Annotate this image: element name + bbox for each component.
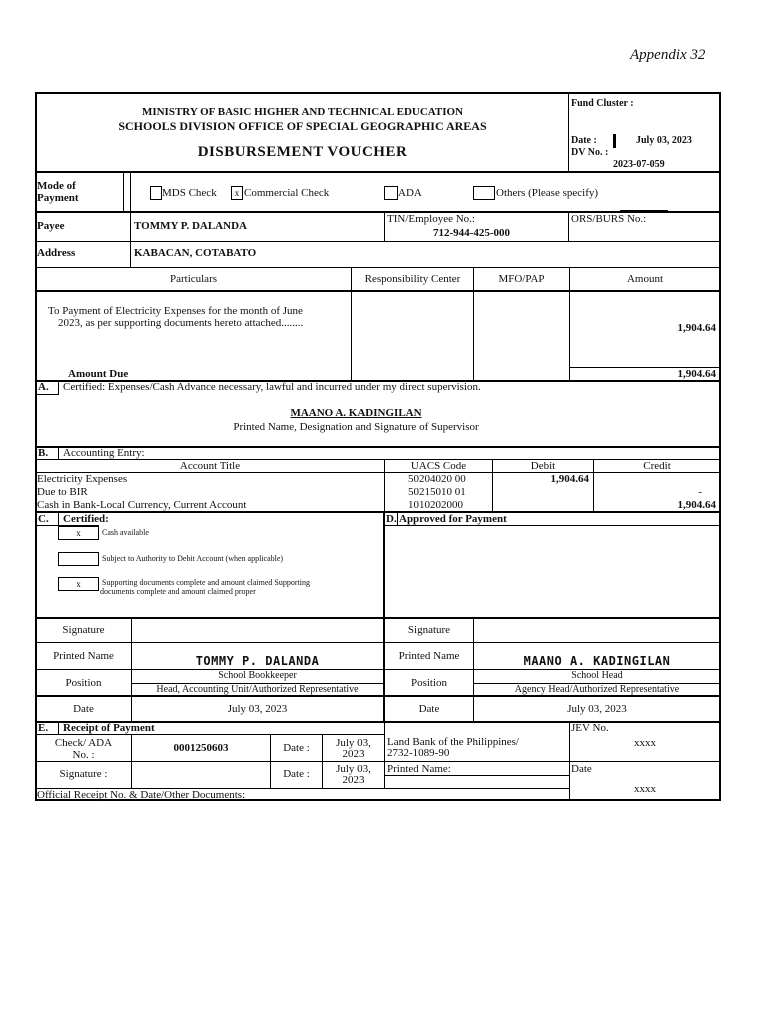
rule xyxy=(35,642,721,643)
jev-label: JEV No. xyxy=(571,722,609,734)
d-date-label: Date xyxy=(418,703,440,715)
d-position-line1: School Head xyxy=(571,670,623,681)
authority-debit-text: Subject to Authority to Debit Account (when applicable) xyxy=(102,554,284,563)
supporting-docs-text-1: Supporting documents complete and amount claimed Supporting xyxy=(102,578,310,587)
d-position-line2: Agency Head/Authorized Representative xyxy=(514,684,680,695)
rule xyxy=(35,511,721,513)
receipt-signature-label: Signature : xyxy=(59,768,108,780)
amount-due-label: Amount Due xyxy=(68,368,129,380)
rule xyxy=(35,761,721,762)
cash-available-checkbox[interactable]: x xyxy=(58,526,99,540)
c-position-line1: School Bookkeeper xyxy=(218,670,297,681)
entry-1-title: Electricity Expenses xyxy=(37,473,128,485)
rule xyxy=(58,513,59,525)
rule xyxy=(58,722,59,734)
rule xyxy=(123,172,124,212)
header-divider xyxy=(568,92,569,172)
entry-1-code: 50204020 00 xyxy=(408,473,466,485)
responsibility-center-header: Responsibility Center xyxy=(364,273,461,285)
c-printed-name: TOMMY P. DALANDA xyxy=(195,654,320,668)
rule xyxy=(397,513,398,525)
accounting-entry-label: Accounting Entry: xyxy=(63,447,145,459)
rule xyxy=(35,617,721,619)
particulars-amount: 1,904.64 xyxy=(677,322,716,334)
rule xyxy=(473,268,474,382)
section-a-letter: A. xyxy=(38,381,49,393)
authority-debit-checkbox[interactable] xyxy=(58,552,99,566)
ada-checkbox[interactable] xyxy=(384,186,398,200)
date2-value: xxxx xyxy=(634,783,656,795)
rule xyxy=(351,268,352,382)
check-date-line2: 2023 xyxy=(342,748,365,760)
account-title-header: Account Title xyxy=(179,460,241,472)
check-date-label: Date : xyxy=(283,742,310,754)
rule xyxy=(384,525,721,526)
uacs-code-header: UACS Code xyxy=(410,460,467,472)
d-printed-name-label: Printed Name xyxy=(398,650,460,662)
ors-burs-label: ORS/BURS No.: xyxy=(571,213,647,225)
c-printed-name-label: Printed Name xyxy=(53,650,114,662)
c-signature-label: Signature xyxy=(62,624,105,636)
fund-cluster-label: Fund Cluster : xyxy=(571,98,634,109)
receipt-date-label: Date : xyxy=(283,768,310,780)
d-date-value: July 03, 2023 xyxy=(567,703,627,715)
approved-for-payment-label: Approved for Payment xyxy=(399,513,507,525)
entry-2-title: Due to BIR xyxy=(37,486,88,498)
entry-3-title: Cash in Bank-Local Currency, Current Account xyxy=(37,499,247,511)
rule xyxy=(384,775,569,776)
entry-1-debit: 1,904.64 xyxy=(550,473,589,485)
receipt-date-line2: 2023 xyxy=(342,774,365,786)
form-title: DISBURSEMENT VOUCHER xyxy=(197,144,408,160)
rule xyxy=(35,290,721,292)
ada-label: ADA xyxy=(398,187,422,199)
section-a-certification: Certified: Expenses/Cash Advance necessary, lawful and incurred under my direct supervision. xyxy=(63,381,481,393)
amount-header: Amount xyxy=(626,273,664,285)
rule xyxy=(35,459,721,460)
c-position-line2: Head, Accounting Unit/Authorized Representative xyxy=(156,684,359,695)
rule xyxy=(35,171,721,173)
rule xyxy=(35,472,721,473)
rule xyxy=(130,172,131,212)
rule xyxy=(35,241,721,242)
mfo-pap-header: MFO/PAP xyxy=(498,273,545,285)
particulars-header: Particulars xyxy=(169,273,218,285)
jev-value: xxxx xyxy=(634,737,656,749)
supervisor-caption: Printed Name, Designation and Signature of Supervisor xyxy=(233,421,479,433)
mds-check-label: MDS Check xyxy=(162,187,217,199)
section-b-letter: B. xyxy=(38,447,49,459)
address-label: Address xyxy=(37,247,76,259)
check-ada-label-1: Check/ ADA xyxy=(54,737,113,749)
section-e-letter: E. xyxy=(38,722,49,734)
appendix-label: Appendix 32 xyxy=(630,47,706,63)
entry-2-credit: - xyxy=(698,486,702,498)
cash-available-text: Cash available xyxy=(102,528,149,537)
d-printed-name: MAANO A. KADINGILAN xyxy=(523,654,671,668)
others-label: Others (Please specify) xyxy=(496,187,599,199)
supervisor-name: MAANO A. KADINGILAN xyxy=(290,407,422,419)
rule xyxy=(384,722,385,788)
rule xyxy=(384,212,385,242)
office-title: SCHOOLS DIVISION OFFICE OF SPECIAL GEOGRAPHIC AREAS xyxy=(118,119,487,133)
rule xyxy=(35,734,385,735)
mode-label-1: Mode of xyxy=(37,180,76,192)
supporting-docs-text-2: documents complete and amount claimed proper xyxy=(100,587,256,596)
payee-label: Payee xyxy=(37,220,65,232)
particulars-text-line2: 2023, as per supporting documents hereto attached........ xyxy=(58,317,304,329)
mode-label-2: Payment xyxy=(37,192,79,204)
entry-2-code: 50215010 01 xyxy=(408,486,466,498)
debit-header: Debit xyxy=(530,460,556,472)
receipt-date-line1: July 03, xyxy=(336,763,371,775)
payee-name: TOMMY P. DALANDA xyxy=(134,220,247,232)
others-checkbox[interactable] xyxy=(473,186,495,200)
check-ada-label-2: No. : xyxy=(72,749,95,761)
entry-3-credit: 1,904.64 xyxy=(677,499,716,511)
dv-no-value: 2023-07-059 xyxy=(613,159,665,170)
section-c-letter: C. xyxy=(38,513,49,525)
rule xyxy=(35,267,721,268)
address-value: KABACAN, COTABATO xyxy=(134,247,257,259)
receipt-of-payment-label: Receipt of Payment xyxy=(63,722,155,734)
particulars-text-line1: To Payment of Electricity Expenses for the month of June xyxy=(48,305,303,317)
c-position-label: Position xyxy=(65,677,102,689)
check-date-line1: July 03, xyxy=(336,737,371,749)
section-d-letter: D. xyxy=(386,513,397,525)
rule xyxy=(568,212,569,242)
rule xyxy=(58,447,59,459)
official-receipt-label: Official Receipt No. & Date/Other Documents: xyxy=(37,789,246,801)
date2-label: Date xyxy=(571,763,592,775)
ministry-title: MINISTRY OF BASIC HIGHER AND TECHNICAL EDUCATION xyxy=(141,106,464,118)
date-cursor-mark xyxy=(613,134,616,148)
mds-check-checkbox[interactable] xyxy=(150,186,162,200)
c-date-label: Date xyxy=(73,703,94,715)
check-number: 0001250603 xyxy=(173,742,229,754)
tin-label: TIN/Employee No.: xyxy=(387,213,475,225)
rule xyxy=(35,394,59,395)
d-position-label: Position xyxy=(410,677,448,689)
voucher-date: July 03, 2023 xyxy=(636,135,692,146)
amount-due-value: 1,904.64 xyxy=(677,368,716,380)
dv-no-label: DV No. : xyxy=(571,147,609,158)
section-c-certified: Certified: xyxy=(63,513,109,525)
commercial-check-checkbox[interactable]: x xyxy=(231,186,243,200)
supporting-docs-checkbox[interactable]: x xyxy=(58,577,99,591)
date-label: Date : xyxy=(571,135,597,146)
rule xyxy=(35,695,721,697)
commercial-check-label: Commercial Check xyxy=(244,187,330,199)
tin-value: 712-944-425-000 xyxy=(433,227,510,239)
rule xyxy=(58,381,59,394)
bank-name: Land Bank of the Philippines/ xyxy=(387,736,519,748)
credit-header: Credit xyxy=(643,460,671,472)
c-date-value: July 03, 2023 xyxy=(227,703,288,715)
rule xyxy=(130,212,131,268)
d-signature-label: Signature xyxy=(407,624,451,636)
entry-3-code: 1010202000 xyxy=(408,499,463,511)
bank-account: 2732-1089-90 xyxy=(387,747,450,759)
receipt-printed-name-label: Printed Name: xyxy=(387,763,451,775)
